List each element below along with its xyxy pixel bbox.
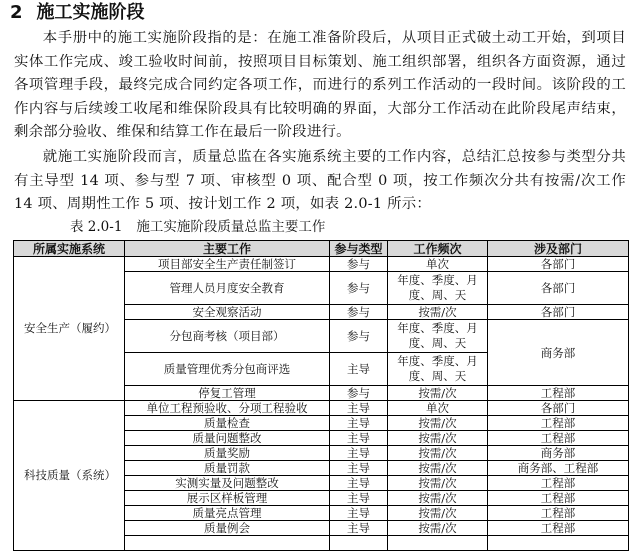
frequency-cell: 按需/次: [388, 476, 488, 491]
frequency-cell: 按需/次: [388, 521, 488, 536]
frequency-cell: 单次: [388, 257, 488, 272]
system-cell: 科技质量（系统）: [14, 401, 125, 551]
department-cell: 各部门: [488, 401, 629, 416]
header-work: 主要工作: [125, 241, 330, 257]
type-cell: 主导: [330, 446, 388, 461]
type-cell: 参与: [330, 257, 388, 272]
frequency-cell: 按需/次: [388, 386, 488, 401]
table-caption-label: 表 2.0-1: [70, 219, 123, 235]
frequency-cell: 年度、季度、月度、周、天: [388, 272, 488, 305]
header-department: 涉及部门: [488, 241, 629, 257]
table-row: [14, 401, 629, 416]
work-cell: 质量奖励: [125, 446, 330, 461]
work-cell: 质量罚款: [125, 461, 330, 476]
department-cell: 工程部: [488, 521, 629, 536]
work-cell: 质量检查: [125, 416, 330, 431]
department-cell: 工程部: [488, 416, 629, 431]
type-cell: 参与: [330, 305, 388, 320]
work-cell: 质量管理优秀分包商评选: [125, 353, 330, 386]
frequency-cell: 按需/次: [388, 305, 488, 320]
summary-paragraph: 就施工实施阶段而言，质量总监在各实施系统主要的工作内容，总结汇总按参与类型分共有主导型 14 项、参与型 7 项、审核型 0 项、配合型 0 项，按工作频次分共有按需/次工作 14 项、周期性工作 5 项、按计划工作 2 项，如表 2.0-1 所示：: [14, 149, 626, 213]
quality-director-tasks-table: [13, 240, 629, 551]
table-header-row: [14, 241, 629, 257]
table-caption: [70, 217, 325, 237]
department-cell: 工程部: [488, 386, 629, 401]
type-cell: 主导: [330, 506, 388, 521]
table-caption-title: 施工实施阶段质量总监主要工作: [136, 219, 326, 235]
table-row: [14, 257, 629, 272]
type-cell: 主导: [330, 431, 388, 446]
frequency-cell: 按需/次: [388, 461, 488, 476]
work-cell: 质量问题整改: [125, 431, 330, 446]
department-cell: 商务部: [488, 320, 629, 386]
department-cell: [488, 536, 629, 551]
frequency-cell: 年度、季度、月度、周、天: [388, 353, 488, 386]
header-system: 所属实施系统: [14, 241, 125, 257]
department-cell: 工程部: [488, 476, 629, 491]
work-cell: 停复工管理: [125, 386, 330, 401]
work-cell: 项目部安全生产责任制签订: [125, 257, 330, 272]
frequency-cell: 按需/次: [388, 491, 488, 506]
department-cell: 工程部: [488, 491, 629, 506]
work-cell: 实测实量及问题整改: [125, 476, 330, 491]
work-cell: [125, 536, 330, 551]
system-cell: 安全生产（履约）: [14, 257, 125, 401]
section-number: 2: [10, 2, 23, 23]
work-cell: 分包商考核（项目部）: [125, 320, 330, 353]
frequency-cell: 年度、季度、月度、周、天: [388, 320, 488, 353]
department-cell: 各部门: [488, 305, 629, 320]
type-cell: 参与: [330, 320, 388, 353]
frequency-cell: 按需/次: [388, 506, 488, 521]
section-title: 施工实施阶段: [36, 2, 145, 23]
frequency-cell: 按需/次: [388, 446, 488, 461]
work-cell: 管理人员月度安全教育: [125, 272, 330, 305]
department-cell: 各部门: [488, 272, 629, 305]
frequency-cell: 单次: [388, 401, 488, 416]
department-cell: 各部门: [488, 257, 629, 272]
type-cell: 参与: [330, 272, 388, 305]
header-frequency: 工作频次: [388, 241, 488, 257]
department-cell: 工程部: [488, 506, 629, 521]
work-cell: 质量亮点管理: [125, 506, 330, 521]
type-cell: 主导: [330, 521, 388, 536]
type-cell: 主导: [330, 401, 388, 416]
department-cell: 工程部: [488, 431, 629, 446]
work-cell: 展示区样板管理: [125, 491, 330, 506]
work-cell: 单位工程预验收、分项工程验收: [125, 401, 330, 416]
type-cell: 主导: [330, 491, 388, 506]
type-cell: 主导: [330, 476, 388, 491]
intro-paragraph: 本手册中的施工实施阶段指的是：在施工准备阶段后，从项目正式破土动工开始，到项目实体工作完成、竣工验收时间前，按照项目目标策划、施工组织部署，组织各方面资源，通过各项管理手段，最终完成合同约定各项工作，而进行的系列工作活动的一段时间。该阶段的工作内容与后续竣工收尾和维保阶段具有比较明确的界面，大部分工作活动在此阶段尾声结束，剩余部分验收、维保和结算工作在最后一阶段进行。: [14, 30, 626, 141]
work-cell: 质量例会: [125, 521, 330, 536]
section-heading: [10, 2, 145, 24]
department-cell: 商务部: [488, 446, 629, 461]
frequency-cell: [388, 536, 488, 551]
header-type: 参与类型: [330, 241, 388, 257]
type-cell: 参与: [330, 386, 388, 401]
type-cell: 主导: [330, 353, 388, 386]
department-cell: 商务部、工程部: [488, 461, 629, 476]
frequency-cell: 按需/次: [388, 431, 488, 446]
type-cell: 主导: [330, 461, 388, 476]
work-cell: 安全观察活动: [125, 305, 330, 320]
frequency-cell: 按需/次: [388, 416, 488, 431]
type-cell: [330, 536, 388, 551]
type-cell: 主导: [330, 416, 388, 431]
